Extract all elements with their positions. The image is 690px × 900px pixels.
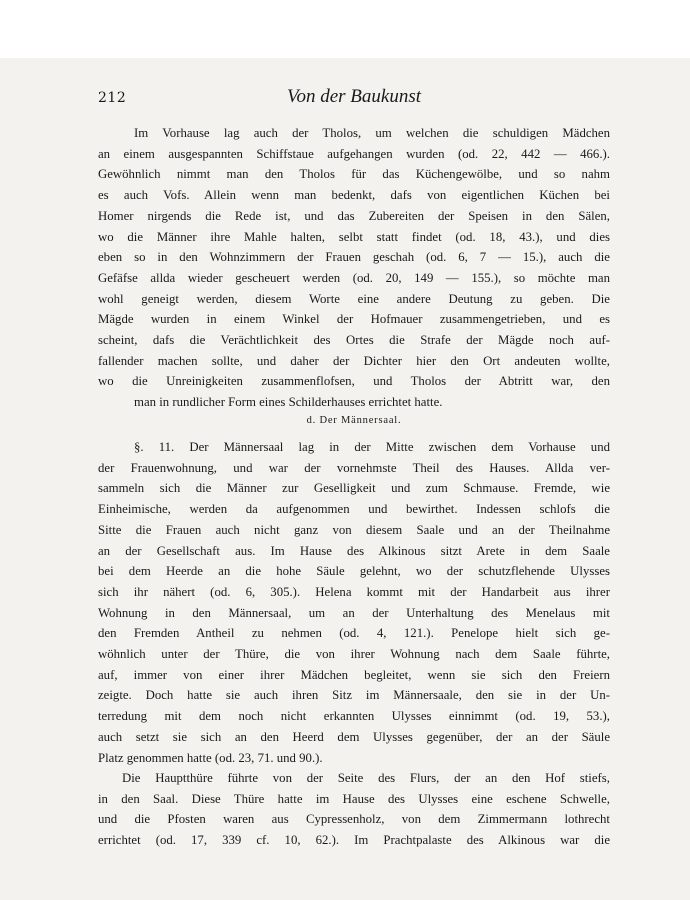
text-line: sammeln sich die Männer zur Geselligkeit und zum Schmause. Fremde, wie bbox=[98, 481, 610, 496]
text-line: wo die Unreinigkeiten zusammenflofsen, und Tholos der Abtritt war, den bbox=[98, 374, 610, 389]
section-subheading: d. Der Männersaal. bbox=[306, 415, 402, 426]
text-line: fallender machen sollte, und daher der Dichter hier den Ort andeuten wollte, bbox=[98, 353, 610, 368]
text-line: an einem ausgespannten Schiffstaue aufgehangen wurden (od. 22, 442 — 466.). bbox=[98, 146, 610, 161]
text-line: Mägde wurden in einem Winkel der Hofmauer zusammengetrieben, und es bbox=[98, 312, 610, 327]
text-line: Die Hauptthüre führte von der Seite des Flurs, der an den Hof stiefs, bbox=[122, 771, 610, 785]
text-line: sich ihr nähert (od. 6, 305.). Helena kommt mit der Handarbeit aus ihrer bbox=[98, 584, 610, 599]
text-line: Wohnung in den Männersaal, um an der Unterhaltung des Menelaus mit bbox=[98, 605, 610, 620]
text-line: terredung mit dem noch nicht erkannten Ulysses einnimmt (od. 19, 53.), bbox=[98, 709, 610, 724]
text-line: Einheimische, werden da aufgenommen und bewirthet. Indessen schlofs die bbox=[98, 502, 610, 517]
text-line: wo die Männer ihre Mahle halten, selbt statt findet (od. 18, 43.), und dies bbox=[98, 229, 610, 244]
text-line: Im Vorhause lag auch der Tholos, um welchen die schuldigen Mädchen bbox=[134, 126, 610, 140]
text-line: auch setzt sie sich an den Heerd dem Ulysses gegenüber, der an der Säule bbox=[98, 729, 610, 744]
text-line: der Frauenwohnung, und war der vornehmste Theil des Hauses. Allda ver- bbox=[98, 460, 610, 475]
text-line: Sitte die Frauen auch nicht ganz von diesem Saale und an der Theilnahme bbox=[98, 522, 610, 537]
text-line: es auch Vofs. Allein wenn man bedenkt, dafs von eigentlichen Küchen bei bbox=[98, 188, 610, 203]
text-line: scheint, dafs die Verächtlichkeit des Ortes die Strafe der Mägde noch auf- bbox=[98, 333, 610, 348]
text-line: wöhnlich unter der Thüre, die von ihrer Wohnung nach dem Saale führte, bbox=[98, 647, 610, 662]
text-line: zeigte. Doch hatte sie auch ihren Sitz im Männersaale, den sie in der Un- bbox=[98, 688, 610, 703]
text-line: und die Pfosten waren aus Cypressenholz, von dem Zimmermann lothrecht bbox=[98, 812, 610, 827]
paragraph-maennersaal bbox=[98, 437, 610, 768]
page-number: 212 bbox=[98, 90, 127, 106]
text-line: an der Gesellschaft aus. Im Hause des Alkinous sitzt Arete in dem Saale bbox=[98, 543, 610, 558]
text-line: Gefäfse allda wieder gescheuert werden (od. 20, 149 — 155.), so möchte man bbox=[98, 270, 610, 285]
running-title: Von der Baukunst bbox=[286, 86, 422, 107]
text-line: wohl geneigt werden, diesem Worte eine andere Deutung zu geben. Die bbox=[98, 291, 610, 306]
paragraph-hauptthuere bbox=[98, 768, 610, 851]
text-line: den Fremden Antheil zu nehmen (od. 4, 121.). Penelope hielt sich ge- bbox=[98, 626, 610, 641]
page-header bbox=[98, 88, 610, 112]
text-line: auf, immer von einer ihrer Mädchen begleitet, wenn sie sich den Freiern bbox=[98, 667, 610, 682]
text-line: errichtet (od. 17, 339 cf. 10, 62.). Im Prachtpalaste des Alkinous war die bbox=[98, 833, 610, 848]
paragraph-tholos bbox=[98, 123, 610, 413]
text-line: eben so in den Wohnzimmern der Frauen geschah (od. 6, 7 — 15.), auch die bbox=[98, 250, 610, 265]
text-line: §. 11. Der Männersaal lag in der Mitte zwischen dem Vorhause und bbox=[134, 440, 610, 454]
text-line: Platz genommen hatte (od. 23, 71. und 90.). bbox=[98, 750, 323, 765]
text-line: in den Saal. Diese Thüre hatte im Hause des Ulysses eine eschene Schwelle, bbox=[98, 791, 610, 806]
text-line: Gewöhnlich nimmt man den Tholos für das Küchengewölbe, und so nahm bbox=[98, 167, 610, 182]
text-line: Homer nirgends die Rede ist, und das Zubereiten der Speisen in den Sälen, bbox=[98, 208, 610, 223]
text-line: man in rundlicher Form eines Schilderhauses errichtet hatte. bbox=[134, 395, 443, 410]
text-line: bei dem Heerde an die hohe Säule gelehnt, wo der schutzflehende Ulysses bbox=[98, 564, 610, 579]
